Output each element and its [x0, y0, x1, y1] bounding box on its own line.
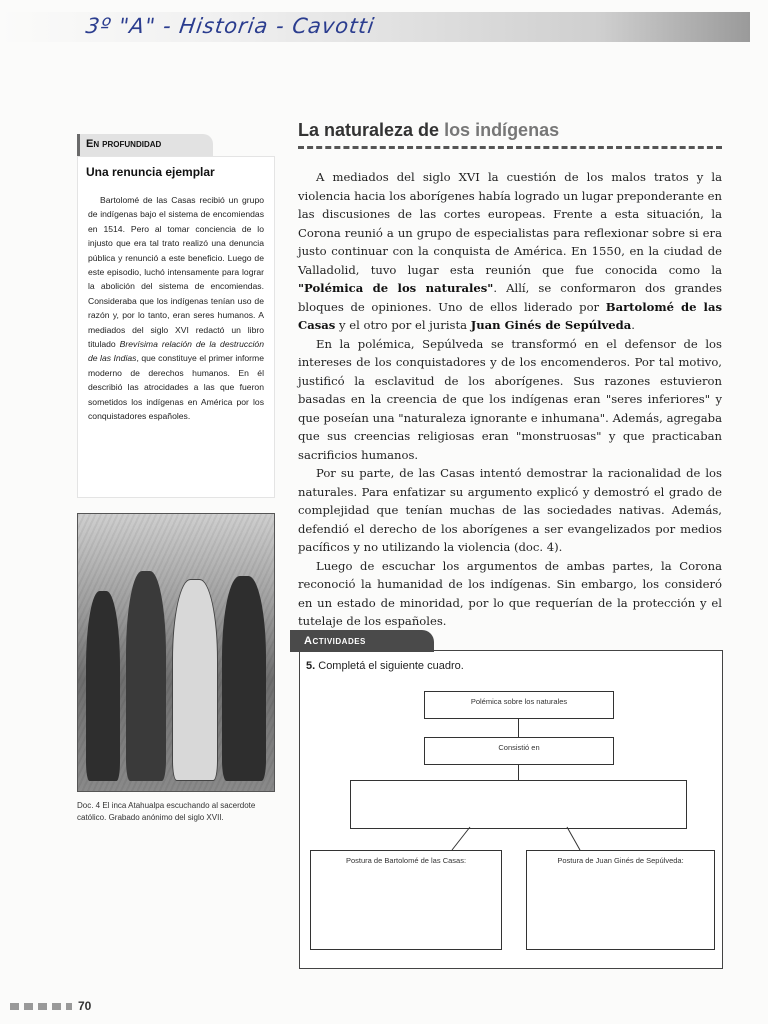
p1-text-a: A mediados del siglo XVI la cuestión de los malos tratos y la violencia hacia los aborígenes había logrado un lugar preponderante en las discusiones de las cortes europeas. Frente a esta situación, la Corona reunió a un grupo de especialistas para reflexionar sobre si era justo continuar con la conquista de América. En 1550, en la ciudad de Valladolid, tuvo lugar esta reunión que fue conocida como la: [298, 170, 722, 277]
handwritten-header: 3º "A" - Historia - Cavotti: [84, 14, 377, 38]
activity-number: 5.: [306, 660, 316, 672]
sidebar-text-after: , que constituye el primer informe moderno de derechos humanos. En él describió las atrocidades a las que fueron sometidos los indígenas en América por los conquistadores españoles.: [88, 353, 264, 422]
sidebar-book-title: Brevísima relación de la destrucción de las Indias: [88, 339, 264, 364]
p1-text-c: y el otro por el jurista: [335, 318, 471, 332]
diagram-box-consistio-label: Consistió en: [498, 743, 540, 752]
paragraph-3: Por su parte, de las Casas intentó demostrar la racionalidad de los naturales. Para enfatizar su argumento explicó y demostró el grado de complejidad que tenían muchas de las sociedades nativas. Además, defendió el derecho de los aborígenes a ser evangelizados por medios pacíficos y no utilizando la violencia (doc. 4).: [298, 466, 722, 554]
connector-left: [452, 827, 470, 850]
paragraph-4: Luego de escuchar los argumentos de ambas partes, la Corona reconoció la humanidad de los indígenas. Sin embargo, los consideró en un estado de minoridad, por lo que requerían de la protección y el tutelaje de los españoles.: [298, 558, 722, 628]
section-tag-label: En profundidad: [86, 138, 162, 150]
activities-tab-label: Actividades: [304, 635, 366, 647]
p1-text-d: .: [631, 318, 635, 332]
diagram-box-sepulveda[interactable]: [526, 850, 715, 950]
page-number: 70: [78, 999, 92, 1013]
title-dark: La naturaleza de: [298, 120, 445, 140]
image-caption: Doc. 4 El inca Atahualpa escuchando al sacerdote católico. Grabado anónimo del siglo XVII.: [77, 801, 256, 822]
sidebar-title: Una renuncia ejemplar: [86, 165, 215, 179]
sidebar-text-before: Bartolomé de las Casas recibió un grupo de indígenas bajo el sistema de encomiendas en 1514. Pero al tomar conciencia de lo injusto que era tal trato realizó una denuncia pública y renunció a este beneficio. Luego de este episodio, luchó intensamente para lograr la abolición del sistema de encomiendas. Consideraba que los indígenas tenían uso de razón y, por lo tanto, eran seres humanos. A mediados del siglo XVI redactó un libro titulado: [88, 195, 264, 350]
p1-bold-las-casas: Bartolomé de las Casas: [298, 299, 722, 332]
activity-prompt-text: Completá el siguiente cuadro.: [318, 660, 464, 672]
paragraph-2: En la polémica, Sepúlveda se transformó en el defensor de los intereses de los conquistadores y de los encomenderos. Por tal motivo, justificó la esclavitud de los aborígenes. Sus razones estuvieron basadas en la creencia de que los indígenas eran "seres inferiores" y que poseían una "naturaleza ignorante e inhumana". Además, agregaba que sus creencias religiosas eran "monstruosas" y que practicaban sacrificios humanos.: [298, 336, 722, 462]
diagram-box-las-casas[interactable]: [310, 850, 502, 950]
p1-bold-polemica: "Polémica de los naturales": [298, 281, 494, 295]
diagram-box-polemica-label: Polémica sobre los naturales: [470, 697, 568, 706]
diagram-box-sepulveda-label: Postura de Juan Ginés de Sepúlveda:: [557, 856, 684, 865]
p1-bold-sepulveda: Juan Ginés de Sepúlveda: [470, 318, 632, 332]
page-marks: [10, 1003, 72, 1010]
p1-text-b: . Allí, se conformaron dos grandes bloques de opiniones. Uno de ellos liderado por: [298, 281, 722, 314]
connector-right: [567, 827, 580, 850]
diagram-box-las-casas-label: Postura de Bartolomé de las Casas:: [345, 856, 467, 865]
title-light: los indígenas: [444, 120, 560, 140]
